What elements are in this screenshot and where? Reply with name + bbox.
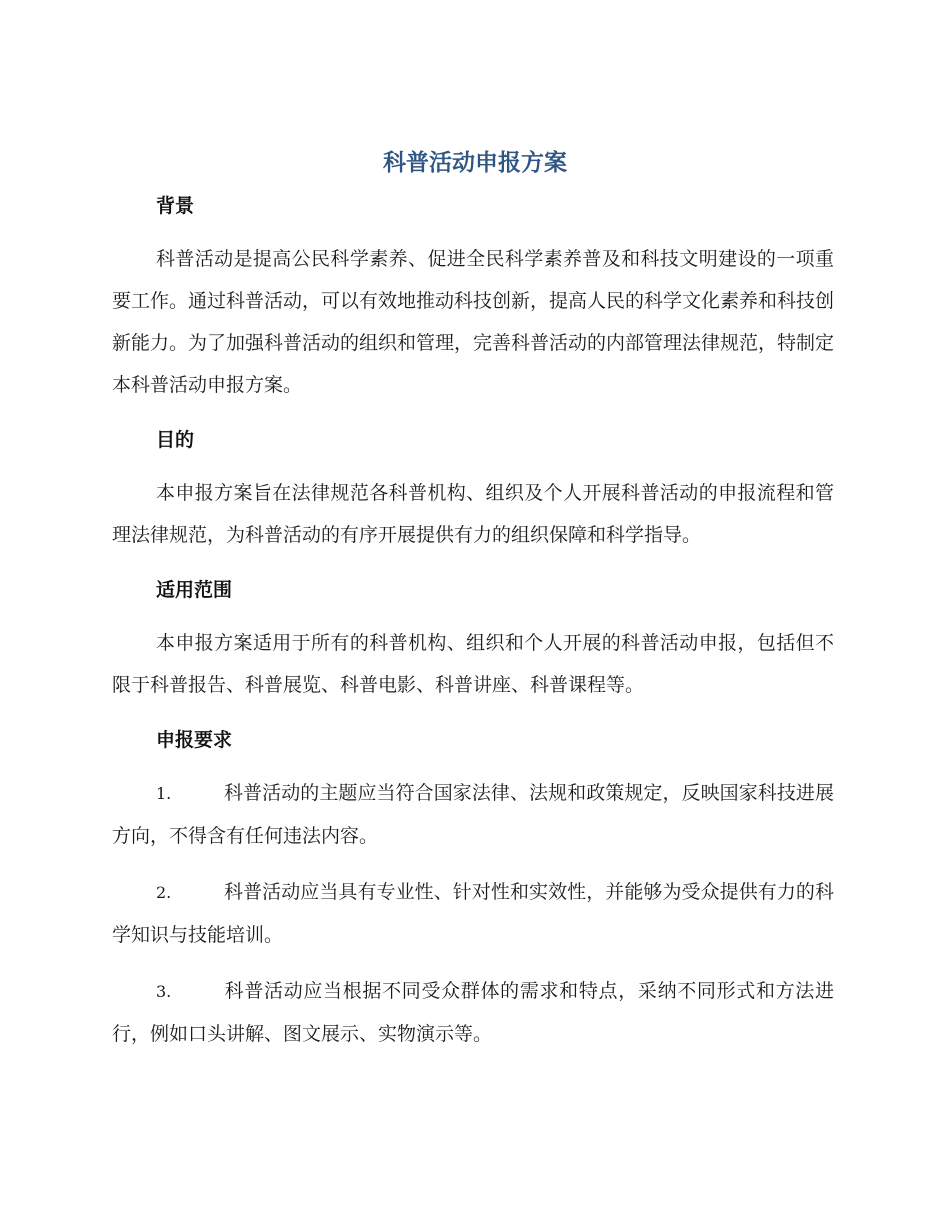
section-heading-purpose: 目的: [156, 429, 195, 451]
list-item: [112, 871, 834, 956]
section-heading-scope: 适用范围: [156, 579, 233, 601]
list-item: [112, 970, 834, 1055]
list-item-number: 3.: [156, 982, 172, 1001]
list-item-number: 2.: [156, 883, 172, 902]
section-heading-background: 背景: [156, 195, 195, 217]
list-item: [112, 772, 834, 857]
list-item-text: 科普活动的主题应当符合国家法律、法规和政策规定，反映国家科技进展方向，不得含有任何违法内容。: [112, 782, 834, 847]
document-body: [112, 186, 834, 1055]
background-paragraph: 科普活动是提高公民科学素养、促进全民科学素养普及和科技文明建设的一项重要工作。通过科普活动，可以有效地推动科技创新，提高人民的科学文化素养和科技创新能力。为了加强科普活动的组织和管理，完善科普活动的内部管理法律规范，特制定本科普活动申报方案。: [112, 248, 835, 396]
section-heading-requirements: 申报要求: [156, 729, 233, 751]
purpose-paragraph: 本申报方案旨在法律规范各科普机构、组织及个人开展科普活动的申报流程和管理法律规范，为科普活动的有序开展提供有力的组织保障和科学指导。: [112, 482, 834, 546]
scope-paragraph: 本申报方案适用于所有的科普机构、组织和个人开展的科普活动申报，包括但不限于科普报告、科普展览、科普电影、科普讲座、科普课程等。: [112, 632, 834, 696]
list-item-text: 科普活动应当根据不同受众群体的需求和特点，采纳不同形式和方法进行，例如口头讲解、图文展示、实物演示等。: [112, 980, 834, 1045]
list-item-text: 科普活动应当具有专业性、针对性和实效性，并能够为受众提供有力的科学知识与技能培训。: [112, 881, 834, 946]
list-item-number: 1.: [156, 784, 172, 803]
page-title: 科普活动申报方案: [383, 150, 567, 176]
